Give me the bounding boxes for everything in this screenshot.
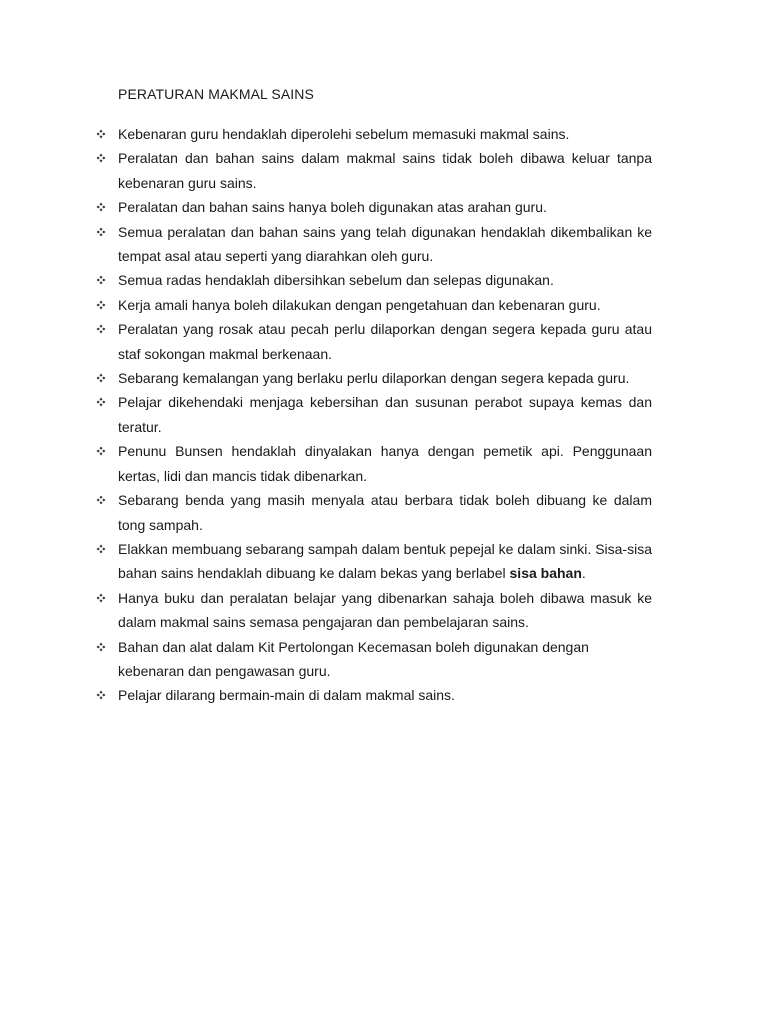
four-diamond-bullet-icon	[96, 275, 106, 285]
four-diamond-bullet-icon	[96, 642, 106, 652]
rules-list	[96, 122, 652, 708]
rule-item	[96, 586, 652, 635]
document-title: PERATURAN MAKMAL SAINS	[118, 86, 314, 102]
rule-item	[96, 146, 652, 195]
four-diamond-bullet-icon	[96, 495, 106, 505]
four-diamond-bullet-icon	[96, 324, 106, 334]
rule-text: Kebenaran guru hendaklah diperolehi sebelum memasuki makmal sains.	[118, 126, 570, 142]
four-diamond-bullet-icon	[96, 446, 106, 456]
four-diamond-bullet-icon	[96, 202, 106, 212]
four-diamond-bullet-icon	[96, 373, 106, 383]
rule-item	[96, 439, 652, 488]
rule-text: Peralatan dan bahan sains hanya boleh digunakan atas arahan guru.	[118, 199, 547, 216]
rule-item	[96, 317, 652, 366]
rule-item	[96, 220, 652, 269]
rule-item	[96, 195, 652, 219]
rule-item	[96, 366, 652, 390]
four-diamond-bullet-icon	[96, 153, 106, 163]
rule-text: Elakkan membuang sebarang sampah dalam bentuk pepejal ke dalam sinki. Sisa-sisa bahan sains hendaklah dibuang ke dalam bekas yang berlabel	[118, 540, 652, 582]
four-diamond-bullet-icon	[96, 690, 106, 700]
four-diamond-bullet-icon	[96, 300, 106, 310]
rule-text: Kerja amali hanya boleh dilakukan dengan pengetahuan dan kebenaran guru.	[118, 296, 601, 313]
rule-text: Pelajar dilarang bermain-main di dalam makmal sains.	[118, 687, 455, 704]
rule-text: Peralatan yang rosak atau pecah perlu dilaporkan dengan segera kepada guru atau staf sokongan makmal berkenaan.	[118, 321, 652, 362]
rule-text: Peralatan dan bahan sains dalam makmal sains tidak boleh dibawa keluar tanpa kebenaran guru sains.	[118, 150, 652, 191]
four-diamond-bullet-icon	[96, 129, 106, 139]
rule-text: Sebarang kemalangan yang berlaku perlu dilaporkan dengan segera kepada guru.	[118, 370, 630, 387]
rule-text: Bahan dan alat dalam Kit Pertolongan Kecemasan boleh digunakan dengan kebenaran dan pengawasan guru.	[118, 638, 589, 679]
rule-text-end: .	[581, 565, 586, 582]
four-diamond-bullet-icon	[96, 593, 106, 603]
rule-text: Sebarang benda yang masih menyala atau berbara tidak boleh dibuang ke dalam tong sampah.	[118, 492, 652, 533]
rule-item	[96, 293, 652, 317]
rule-item	[96, 268, 652, 292]
rule-text: Semua radas hendaklah dibersihkan sebelum dan selepas digunakan.	[118, 272, 554, 289]
four-diamond-bullet-icon	[96, 227, 106, 237]
rule-bold-text: sisa bahan	[509, 565, 582, 582]
rule-text: Penunu Bunsen hendaklah dinyalakan hanya dengan pemetik api. Penggunaan kertas, lidi dan mancis tidak dibenarkan.	[118, 443, 652, 484]
rule-item	[96, 488, 652, 537]
four-diamond-bullet-icon	[96, 544, 106, 554]
rule-text: Pelajar dikehendaki menjaga kebersihan dan susunan perabot supaya kemas dan teratur.	[118, 394, 652, 435]
rule-text: Hanya buku dan peralatan belajar yang dibenarkan sahaja boleh dibawa masuk ke dalam makmal sains semasa pengajaran dan pembelajaran sains.	[118, 589, 652, 631]
rule-item	[96, 683, 652, 707]
rule-item	[96, 122, 652, 146]
rule-item	[96, 635, 652, 684]
four-diamond-bullet-icon	[96, 397, 106, 407]
rule-item	[96, 537, 652, 586]
rule-text: Semua peralatan dan bahan sains yang telah digunakan hendaklah dikembalikan ke tempat asal atau seperti yang diarahkan oleh guru.	[118, 223, 652, 265]
rule-item	[96, 390, 652, 439]
